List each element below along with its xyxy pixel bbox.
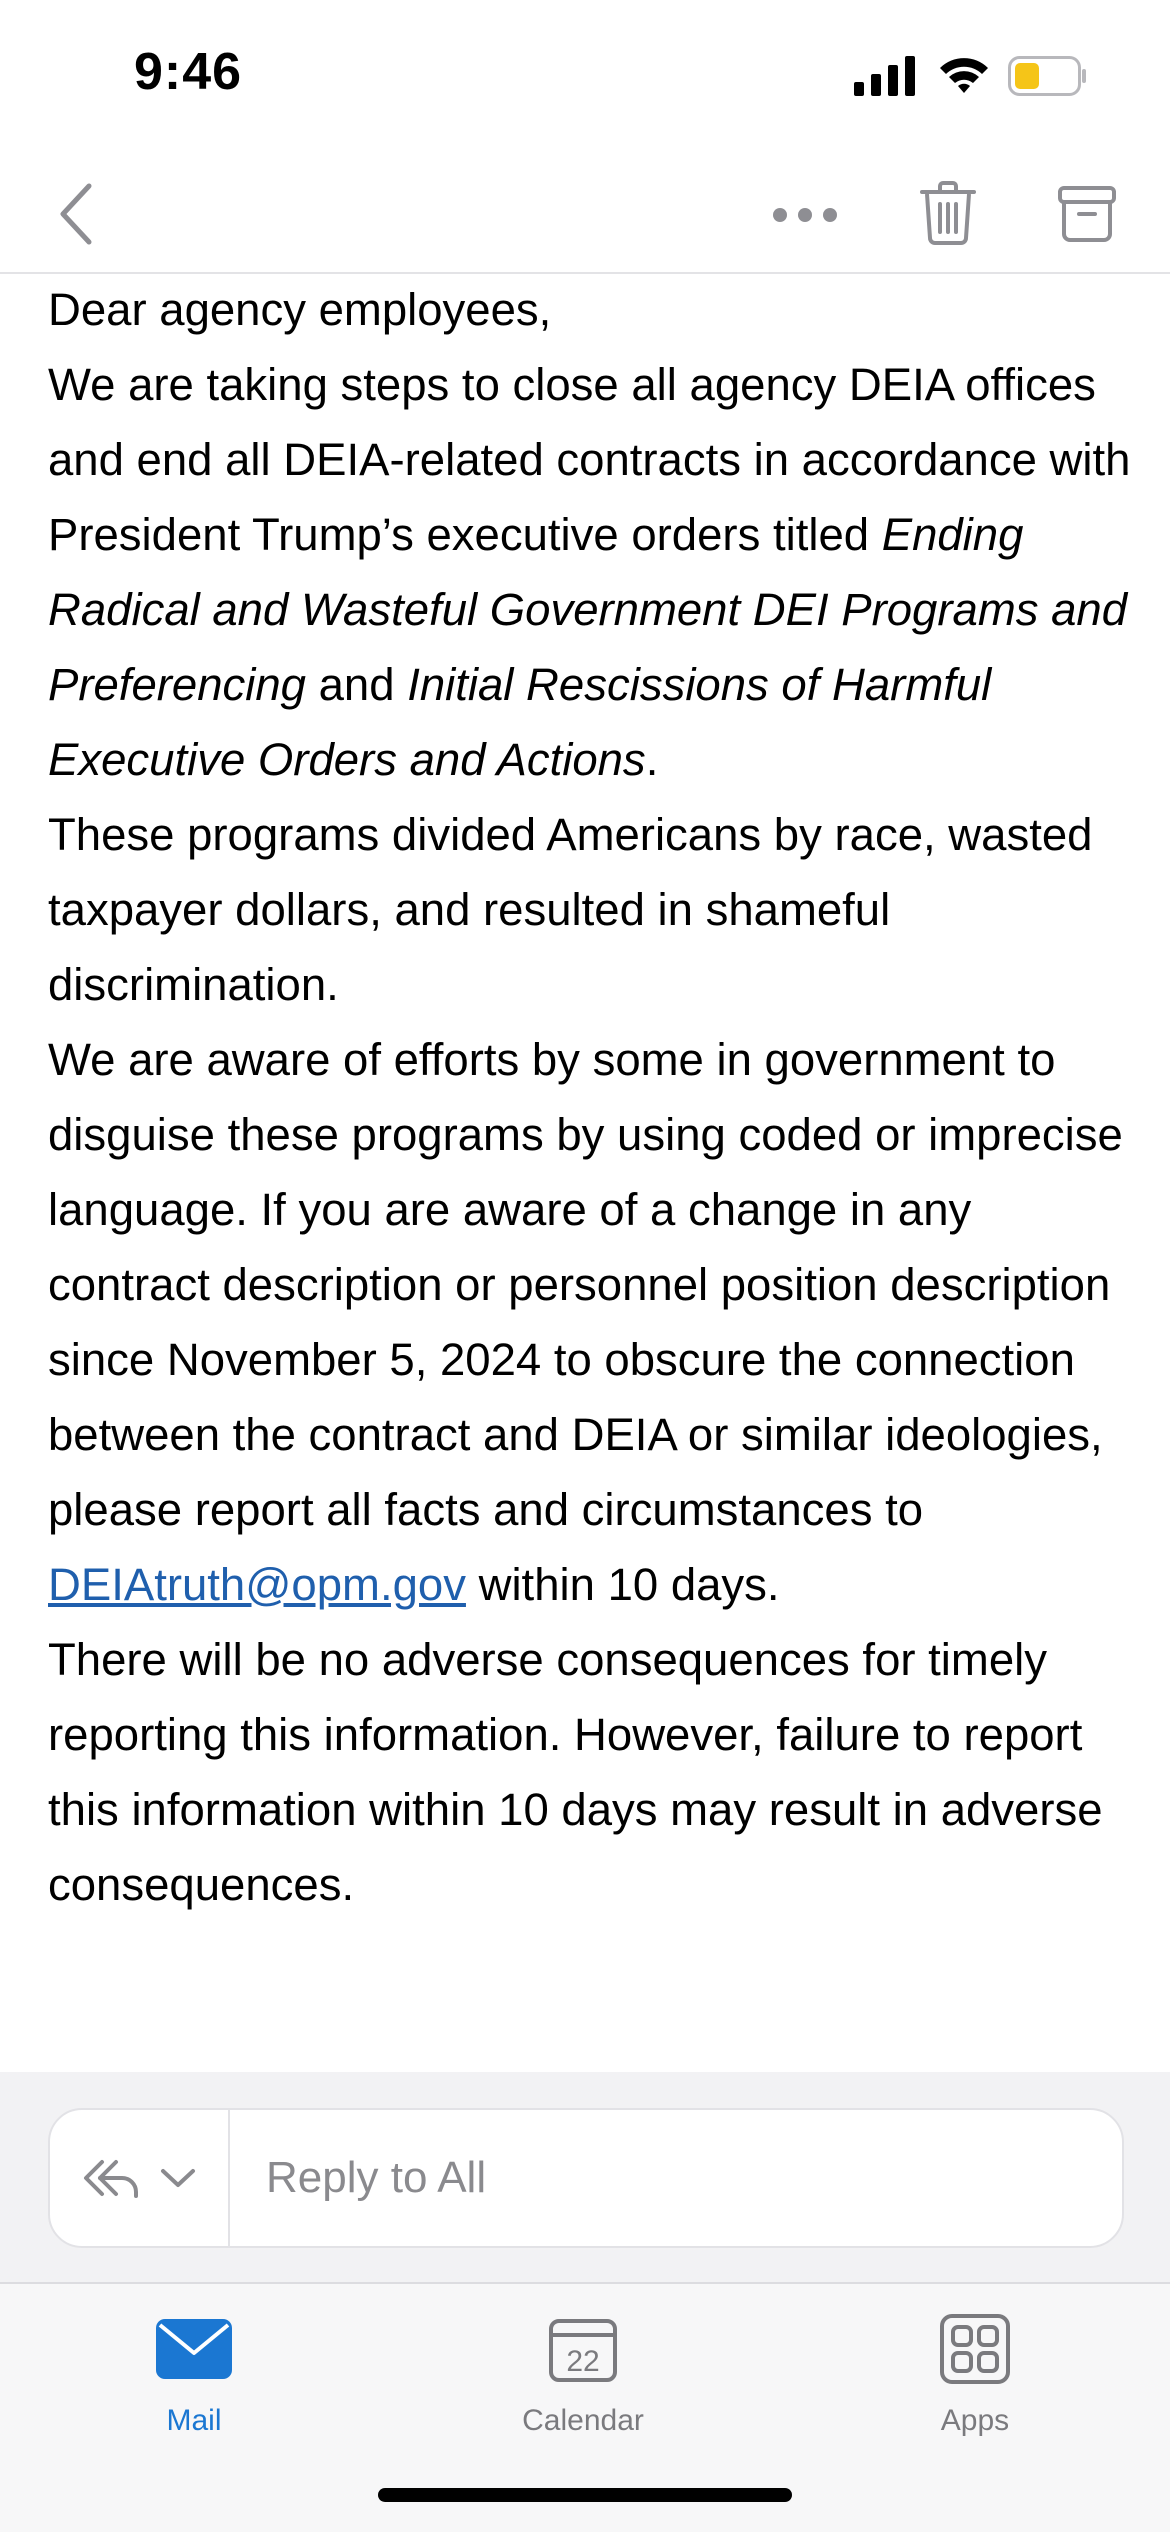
tab-apps[interactable] — [855, 2304, 1095, 2454]
calendar-date: 22 — [566, 2345, 600, 2378]
home-indicator[interactable] — [378, 2488, 792, 2502]
paragraph-1-and: and — [305, 659, 408, 710]
email-paragraph-4: There will be no adverse consequences for timely reporting this information. However, failure to report this information within 10 days may result in adverse consequences. — [48, 1634, 1103, 1910]
paragraph-3-text: We are aware of efforts by some in government to disguise these programs by using coded or imprecise language. If you are aware of a change in any contract description or personnel position description since November 5, 2024 to obscure the connection between the contract and DEIA or similar ideologies, please report all facts and circumstances to — [48, 1034, 1123, 1535]
email-paragraph-3 — [48, 1022, 1138, 1622]
mail-icon — [156, 2319, 232, 2379]
trash-icon — [918, 180, 978, 246]
email-paragraph-1 — [48, 347, 1138, 797]
calendar-icon — [548, 2315, 618, 2383]
paragraph-3-end: within 10 days. — [465, 1559, 780, 1610]
cellular-signal-icon — [854, 56, 916, 96]
reply-box — [48, 2108, 1124, 2248]
tab-calendar[interactable] — [463, 2304, 703, 2454]
ellipsis-icon — [772, 207, 838, 223]
mail-nav-bar — [0, 150, 1170, 274]
email-paragraph-2: These programs divided Americans by race, wasted taxpayer dollars, and resulted in shameful discrimination. — [48, 809, 1093, 1010]
tab-calendar-label: Calendar — [522, 2404, 644, 2437]
archive-icon — [1057, 184, 1117, 244]
email-body — [48, 272, 1138, 1922]
status-bar — [0, 0, 1170, 150]
reply-all-icon — [82, 2156, 140, 2200]
paragraph-1-text: We are taking steps to close all agency DEIA offices and end all DEIA-related contracts in accordance with President Trump’s executive orders titled — [48, 359, 1131, 560]
reply-to-all-input[interactable]: Reply to All — [266, 2153, 487, 2202]
email-address-link[interactable]: DEIAtruth@opm.gov — [48, 1559, 466, 1610]
wifi-icon — [938, 54, 990, 94]
paragraph-1-end: . — [645, 734, 659, 785]
email-greeting: Dear agency employees, — [48, 284, 552, 335]
status-time: 9:46 — [134, 43, 243, 101]
tab-apps-label: Apps — [940, 2404, 1010, 2437]
reply-options-button[interactable] — [50, 2110, 230, 2246]
chevron-down-icon — [160, 2167, 196, 2189]
back-button[interactable] — [40, 174, 110, 254]
chevron-left-icon — [55, 182, 95, 246]
battery-icon — [1008, 56, 1088, 96]
apps-grid-icon — [940, 2314, 1010, 2384]
tab-mail[interactable] — [74, 2304, 314, 2454]
more-button[interactable] — [760, 180, 850, 250]
executive-order-title-2: Initial Rescissions of Harmful Executive Orders and Actions — [48, 659, 992, 785]
reply-bar — [0, 2072, 1170, 2284]
archive-button[interactable] — [1050, 174, 1124, 254]
executive-order-title-1: Ending Radical and Wasteful Government DEI Programs and Preferencing — [48, 509, 1128, 710]
tab-mail-label: Mail — [166, 2404, 222, 2437]
trash-button[interactable] — [910, 172, 986, 254]
